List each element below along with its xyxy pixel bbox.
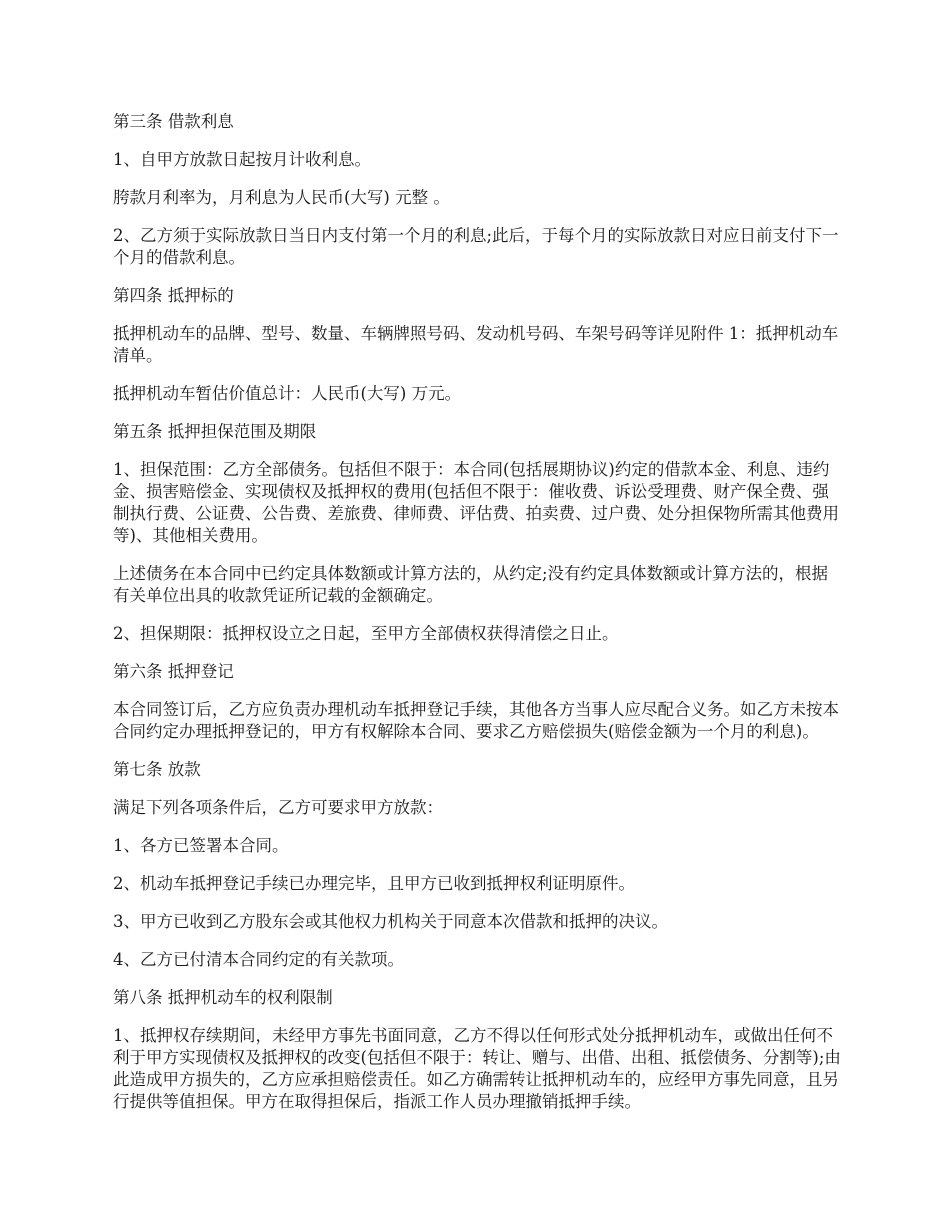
- paragraph: 1、各方已签署本合同。: [113, 836, 289, 855]
- paragraph: 满足下列各项条件后，乙方可要求甲方放款：: [113, 798, 443, 817]
- paragraph: 胯款月利率为，月利息为人民币(大写) 元整 。: [113, 188, 450, 207]
- paragraph: 1、抵押权存续期间，未经甲方事先书面同意，乙方不得以任何形式处分抵押机动车，或做出任何不利于甲方实现债权及抵押权的改变(包括但不限于：转让、赠与、出借、出租、抵偿债务、分割等);由此造成甲方损失的，乙方应承担赔偿责任。如乙方确需转让抵押机动车的，应经甲方事先同意，且另行提供等值担保。甲方在取得担保后，指派工作人员办理撤销抵押手续。: [113, 1026, 841, 1111]
- document-page: [113, 111, 843, 1129]
- paragraph: 2、乙方须于实际放款日当日内支付第一个月的利息;此后，于每个月的实际放款日对应日前支付下一个月的借款利息。: [113, 226, 839, 267]
- article-6-heading: 第六条 抵押登记: [113, 662, 234, 681]
- paragraph: 抵押机动车的品牌、型号、数量、车辆牌照号码、发动机号码、车架号码等详见附件 1：抵押机动车清单。: [113, 324, 839, 365]
- paragraph: 抵押机动车暂估价值总计：人民币(大写) 万元。: [113, 384, 462, 403]
- paragraph: 2、担保期限：抵押权设立之日起，至甲方全部债权获得清偿之日止。: [113, 624, 619, 643]
- paragraph: 3、甲方已收到乙方股东会或其他权力机构关于同意本次借款和抵押的决议。: [113, 912, 668, 931]
- article-4-heading: 第四条 抵押标的: [113, 286, 234, 305]
- paragraph: 2、机动车抵押登记手续已办理完毕，且甲方已收到抵押权利证明原件。: [113, 874, 635, 893]
- article-3-heading: 第三条 借款利息: [113, 112, 234, 131]
- paragraph: 上述债务在本合同中已约定具体数额或计算方法的，从约定;没有约定具体数额或计算方法的，根据有关单位出具的收款凭证所记载的金额确定。: [113, 564, 829, 605]
- article-8-heading: 第八条 抵押机动车的权利限制: [113, 988, 333, 1007]
- paragraph: 1、自甲方放款日起按月计收利息。: [113, 150, 371, 169]
- article-7-heading: 第七条 放款: [113, 760, 201, 779]
- paragraph: 4、乙方已付清本合同约定的有关款项。: [113, 950, 404, 969]
- article-5-heading: 第五条 抵押担保范围及期限: [113, 422, 317, 441]
- paragraph: 1、担保范围：乙方全部债务。包括但不限于：本合同(包括展期协议)约定的借款本金、利息、违约金、损害赔偿金、实现债权及抵押权的费用(包括但不限于：催收费、诉讼受理费、财产保全费、强制执行费、公证费、公告费、差旅费、律师费、评估费、拍卖费、过户费、处分担保物所需其他费用等)、其他相关费用。: [113, 460, 839, 545]
- paragraph: 本合同签订后，乙方应负责办理机动车抵押登记手续，其他各方当事人应尽配合义务。如乙方未按本合同约定办理抵押登记的，甲方有权解除本合同、要求乙方赔偿损失(赔偿金额为一个月的利息)。: [113, 700, 839, 741]
